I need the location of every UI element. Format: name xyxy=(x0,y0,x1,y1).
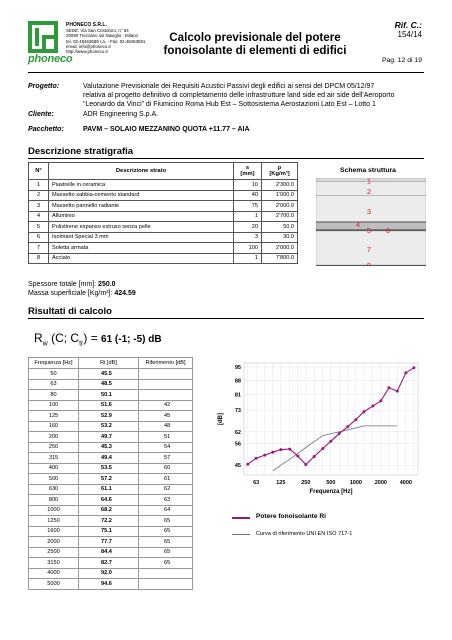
result-row xyxy=(29,495,193,506)
result-row xyxy=(29,463,193,474)
schema-layer-label: 4 xyxy=(355,220,361,229)
result-ref xyxy=(139,379,193,390)
strata-n: 2 xyxy=(29,190,49,201)
result-ri: 49.7 xyxy=(79,432,139,443)
strata-desc: Polistirene espanso estruso senza pelle xyxy=(49,222,234,233)
strata-rho: 2'000.0 xyxy=(262,201,298,212)
y-axis-label: [dB] xyxy=(218,413,224,425)
schema-layer-label: 8 xyxy=(366,261,372,266)
company-logo xyxy=(28,21,58,53)
strata-table xyxy=(28,162,298,264)
strata-desc: Isolmant Special 3 mm xyxy=(49,232,234,243)
ri-data-point xyxy=(263,454,266,457)
result-ref: 60 xyxy=(139,463,193,474)
schema-layer-label: 6 xyxy=(385,226,391,235)
schema-layer-label: 7 xyxy=(366,245,372,254)
result-frequency: 5000 xyxy=(29,579,79,590)
result-ri: 53.2 xyxy=(79,421,139,432)
result-frequency: 100 xyxy=(29,400,79,411)
strata-rho: 7'800.0 xyxy=(262,253,298,264)
strata-s: 1 xyxy=(234,211,262,222)
result-ref xyxy=(139,369,193,380)
progetto-text xyxy=(83,82,428,109)
ri-data-point xyxy=(338,432,341,435)
ri-data-point xyxy=(288,448,291,451)
strata-row xyxy=(29,180,298,191)
results-section-title: Risultati di calcolo xyxy=(28,306,112,317)
x-tick-label: 4000 xyxy=(399,480,412,486)
strata-row xyxy=(29,243,298,254)
results-table xyxy=(28,357,193,590)
result-row xyxy=(29,558,193,569)
rif-label: Rif. C.: xyxy=(394,20,422,30)
strata-desc: Massetto sabbia-cemento standard xyxy=(49,190,234,201)
result-frequency: 800 xyxy=(29,495,79,506)
company-line: http://www.phoneco.it xyxy=(66,49,108,55)
strata-s: 75 xyxy=(234,201,262,212)
structure-schema xyxy=(316,178,426,266)
result-row xyxy=(29,474,193,485)
col-rho: ρ [Kg/m³] xyxy=(262,163,298,180)
result-ri: 94.6 xyxy=(79,579,139,590)
strata-row xyxy=(29,222,298,233)
ri-data-point xyxy=(346,425,349,428)
ri-data-point xyxy=(271,451,274,454)
col-n: N° xyxy=(29,163,49,180)
result-ri: 48.5 xyxy=(79,379,139,390)
result-row xyxy=(29,537,193,548)
header-divider xyxy=(28,72,424,73)
company-line: tel. 02.48463689 r.a. - Fax: 02.48463691 xyxy=(66,38,146,44)
result-row xyxy=(29,568,193,579)
rif-value: 154/14 xyxy=(397,30,422,39)
result-frequency: 1000 xyxy=(29,505,79,516)
ri-data-point xyxy=(371,405,374,408)
document-title xyxy=(160,31,350,57)
result-frequency: 3150 xyxy=(29,558,79,569)
y-tick-label: 73 xyxy=(234,408,241,415)
result-ri: 72.2 xyxy=(79,516,139,527)
progetto-label: Progetto: xyxy=(28,83,60,90)
result-ref: 48 xyxy=(139,421,193,432)
schema-layer-label: 1 xyxy=(366,178,372,186)
result-ri: 51.6 xyxy=(79,400,139,411)
strata-section-title: Descrizione stratigrafia xyxy=(28,146,134,157)
ri-data-point xyxy=(329,440,332,443)
result-row xyxy=(29,484,193,495)
x-tick-label: 125 xyxy=(276,480,286,486)
result-ref: 51 xyxy=(139,432,193,443)
result-frequency: 315 xyxy=(29,453,79,464)
y-tick-label: 88 xyxy=(234,378,241,385)
ri-data-point xyxy=(412,366,415,369)
chart-legend xyxy=(232,512,422,542)
spessore-label: Spessore totale [mm]: xyxy=(28,281,97,288)
result-row xyxy=(29,432,193,443)
ri-data-point xyxy=(387,386,390,389)
page-number: Pag. 12 di 19 xyxy=(381,57,422,64)
result-ri: 84.4 xyxy=(79,547,139,558)
logo-text: phoneco xyxy=(28,53,73,65)
result-ri: 68.2 xyxy=(79,505,139,516)
strata-n: 1 xyxy=(29,180,49,191)
result-frequency: 160 xyxy=(29,421,79,432)
result-ri: 50.1 xyxy=(79,390,139,401)
strata-row xyxy=(29,253,298,264)
result-ri: 75.1 xyxy=(79,526,139,537)
result-row xyxy=(29,505,193,516)
strata-s: 100 xyxy=(234,243,262,254)
result-ref: 65 xyxy=(139,516,193,527)
result-row xyxy=(29,442,193,453)
pacchetto-value: PAVM – SOLAIO MEZZANINO QUOTA +11.77 – AIA xyxy=(83,126,250,133)
section-divider xyxy=(28,158,424,159)
strata-rho: 2'300.0 xyxy=(262,180,298,191)
ri-data-point xyxy=(313,455,316,458)
result-ref: 61 xyxy=(139,474,193,485)
result-frequency: 125 xyxy=(29,411,79,422)
strata-n: 5 xyxy=(29,222,49,233)
formula-r: R xyxy=(34,331,43,345)
result-row xyxy=(29,390,193,401)
result-row xyxy=(29,516,193,527)
result-ref xyxy=(139,579,193,590)
legend-ri-label: Potere fonoisolante Ri xyxy=(256,513,326,520)
ri-data-point xyxy=(279,448,282,451)
result-ri: 77.7 xyxy=(79,537,139,548)
ri-data-point xyxy=(396,390,399,393)
strata-rho: 1'000.0 xyxy=(262,190,298,201)
result-ref: 64 xyxy=(139,505,193,516)
table-header-row xyxy=(29,163,298,180)
strata-row xyxy=(29,190,298,201)
result-ref: 45 xyxy=(139,411,193,422)
rw-formula xyxy=(34,331,162,347)
result-row xyxy=(29,453,193,464)
result-frequency: 2000 xyxy=(29,537,79,548)
y-tick-label: 62 xyxy=(234,429,241,436)
result-ri: 61.1 xyxy=(79,484,139,495)
strata-desc: Massetto pannello radiante xyxy=(49,201,234,212)
strata-rho: 2'000.0 xyxy=(262,243,298,254)
strata-row xyxy=(29,232,298,243)
title-line-2: fonoisolante di elementi di edifici xyxy=(163,44,347,57)
result-frequency: 63 xyxy=(29,379,79,390)
strata-rho: 50.0 xyxy=(262,222,298,233)
result-frequency: 50 xyxy=(29,369,79,380)
schema-layer-label: 3 xyxy=(366,207,372,216)
strata-s: 40 xyxy=(234,190,262,201)
legend-ref-label: Curva di riferimento UNI EN ISO 717-1 xyxy=(256,531,353,537)
result-frequency: 1600 xyxy=(29,526,79,537)
pacchetto-label: Pacchetto: xyxy=(28,126,64,133)
formula-sub-w: w xyxy=(42,340,48,348)
strata-n: 3 xyxy=(29,201,49,212)
strata-desc: Alluminio xyxy=(49,211,234,222)
result-frequency: 630 xyxy=(29,484,79,495)
result-row xyxy=(29,579,193,590)
x-tick-label: 250 xyxy=(301,480,311,486)
result-ref xyxy=(139,568,193,579)
company-line: 20090 Trezzano sul Naviglio - Milano xyxy=(66,33,138,39)
totals xyxy=(28,280,136,298)
result-row xyxy=(29,526,193,537)
result-ref: 62 xyxy=(139,484,193,495)
x-tick-label: 63 xyxy=(253,480,260,486)
result-frequency: 500 xyxy=(29,474,79,485)
formula-sub-tr: tr xyxy=(79,340,84,348)
result-ref: 54 xyxy=(139,442,193,453)
result-frequency: 200 xyxy=(29,432,79,443)
company-line: SEDE: Via San Cristoforo, n° 84 xyxy=(66,28,129,34)
ri-data-point xyxy=(379,399,382,402)
result-row xyxy=(29,369,193,380)
strata-s: 3 xyxy=(234,232,262,243)
progetto-line: Valutazione Previsionale dei Requisiti Acustici Passivi degli edifici ai sensi del DPCM 05/12/97 xyxy=(83,83,375,90)
col-s: s [mm] xyxy=(234,163,262,180)
col-ri: Ri [dB] xyxy=(79,358,139,369)
strata-s: 20 xyxy=(234,222,262,233)
result-ri: 45.5 xyxy=(79,369,139,380)
strata-desc: Piastrelle in ceramica xyxy=(49,180,234,191)
result-row xyxy=(29,547,193,558)
result-ri: 52.9 xyxy=(79,411,139,422)
ri-data-point xyxy=(354,418,357,421)
result-frequency: 400 xyxy=(29,463,79,474)
x-tick-label: 1000 xyxy=(349,480,362,486)
title-line-1: Calcolo previsionale del potere xyxy=(169,31,341,44)
ri-data-point xyxy=(304,463,307,466)
massa-row xyxy=(28,289,136,298)
massa-value: 424.59 xyxy=(114,290,136,297)
result-row xyxy=(29,379,193,390)
ri-data-point xyxy=(404,371,407,374)
spessore-row xyxy=(28,280,136,289)
result-ri: 92.0 xyxy=(79,568,139,579)
col-ref: Riferimento [dB] xyxy=(139,358,193,369)
y-tick-label: 95 xyxy=(234,364,241,371)
result-ref: 65 xyxy=(139,526,193,537)
strata-desc: Soletta armata xyxy=(49,243,234,254)
company-name: PHONECO S.R.L. xyxy=(66,22,107,28)
ri-data-point xyxy=(362,410,365,413)
ri-data-point xyxy=(255,457,258,460)
result-ref: 65 xyxy=(139,547,193,558)
schema-layer-label: 5 xyxy=(366,226,372,235)
ri-data-point xyxy=(321,447,324,450)
result-frequency: 2500 xyxy=(29,547,79,558)
strata-n: 7 xyxy=(29,243,49,254)
spessore-value: 250.0 xyxy=(98,281,116,288)
strata-n: 4 xyxy=(29,211,49,222)
schema-title: Schema struttura xyxy=(340,167,396,174)
result-ri: 53.5 xyxy=(79,463,139,474)
progetto-line: relativa al progetto definitivo di completamento delle infrastrutture land side ed air side dell'Aeroporto xyxy=(83,92,395,99)
legend-ref-swatch xyxy=(232,534,250,535)
company-info xyxy=(66,23,156,54)
result-ri: 82.7 xyxy=(79,558,139,569)
schema-layer-label: 2 xyxy=(366,187,372,196)
result-frequency: 80 xyxy=(29,390,79,401)
result-ref: 42 xyxy=(139,400,193,411)
transmission-loss-chart xyxy=(214,357,424,505)
strata-rho: 2'700.0 xyxy=(262,211,298,222)
results-header-row xyxy=(29,358,193,369)
result-ref: 65 xyxy=(139,558,193,569)
formula-value: 61 (-1; -5) dB xyxy=(101,334,162,345)
ri-data-point xyxy=(296,454,299,457)
result-ref: 57 xyxy=(139,453,193,464)
ri-data-point xyxy=(246,463,249,466)
strata-s: 1 xyxy=(234,253,262,264)
results-divider xyxy=(28,318,424,319)
result-row xyxy=(29,421,193,432)
result-frequency: 4000 xyxy=(29,568,79,579)
col-desc: Descrizione strato xyxy=(49,163,234,180)
x-tick-label: 2000 xyxy=(374,480,387,486)
progetto-line: “Leonardo da Vinci” di Fiumicino Roma Hub Est – Sottosistema Aerostazioni Lato Est – Lotto 1 xyxy=(83,101,376,108)
cliente-value: ADR Engineering S.p.A. xyxy=(83,111,159,118)
formula-mid: (C; C xyxy=(47,331,80,345)
cliente-label: Cliente: xyxy=(28,111,54,118)
strata-row xyxy=(29,201,298,212)
legend-ri-swatch xyxy=(232,517,250,519)
result-ref: 63 xyxy=(139,495,193,506)
result-ref: 65 xyxy=(139,537,193,548)
company-line: email: info@phoneco.it xyxy=(66,43,111,49)
strata-n: 6 xyxy=(29,232,49,243)
result-frequency: 250 xyxy=(29,442,79,453)
y-tick-label: 45 xyxy=(234,463,241,470)
result-ri: 57.2 xyxy=(79,474,139,485)
result-ri: 49.4 xyxy=(79,453,139,464)
strata-desc: Acciaio xyxy=(49,253,234,264)
strata-rho: 30.0 xyxy=(262,232,298,243)
y-tick-label: 56 xyxy=(234,441,241,448)
col-frequency: Frequenza [Hz] xyxy=(29,358,79,369)
result-frequency: 1250 xyxy=(29,516,79,527)
x-tick-label: 500 xyxy=(326,480,336,486)
x-axis-label: Frequenza [Hz] xyxy=(309,489,353,495)
reference xyxy=(360,20,422,40)
strata-row xyxy=(29,211,298,222)
result-ri: 64.6 xyxy=(79,495,139,506)
result-row xyxy=(29,411,193,422)
result-row xyxy=(29,400,193,411)
strata-s: 10 xyxy=(234,180,262,191)
strata-n: 8 xyxy=(29,253,49,264)
result-ri: 45.3 xyxy=(79,442,139,453)
y-tick-label: 81 xyxy=(234,392,241,399)
result-ref xyxy=(139,390,193,401)
formula-eq: ) = xyxy=(83,331,102,345)
massa-label: Massa superficiale [Kg/m²]: xyxy=(28,290,113,297)
